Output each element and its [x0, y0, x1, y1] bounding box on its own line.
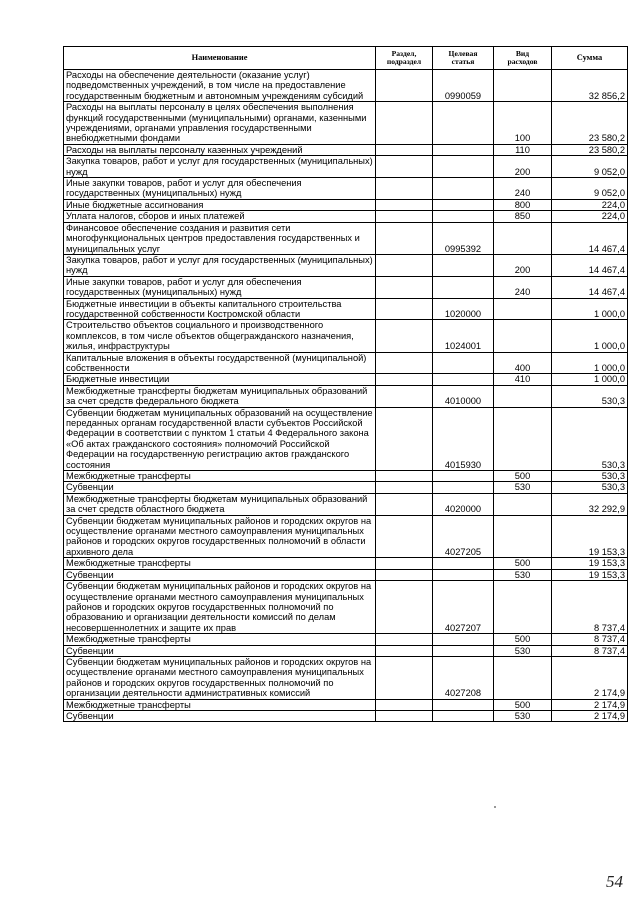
row-section-cell [376, 70, 433, 102]
header-type [494, 47, 552, 70]
table-row [64, 156, 628, 178]
row-section-cell [376, 656, 433, 699]
row-target-cell [433, 352, 494, 374]
row-name-cell: Межбюджетные трансферты бюджетам муниципальных образований за счет средств федерального бюджета [64, 385, 376, 407]
table-row [64, 471, 628, 482]
row-type-cell: 530 [494, 569, 552, 580]
row-name-cell: Расходы на выплаты персоналу в целях обеспечения выполнения функций государственными (муниципальными) органами, казенными учреждениями, органами управления государственными внебюджетными фондами [64, 102, 376, 145]
row-name-cell: Иные закупки товаров, работ и услуг для обеспечения государственных (муниципальных) нужд [64, 276, 376, 298]
row-amount-cell: 14 467,4 [552, 254, 628, 276]
row-type-cell: 200 [494, 156, 552, 178]
table-row [64, 581, 628, 634]
row-section-cell [376, 320, 433, 352]
table-row [64, 645, 628, 656]
row-type-cell: 410 [494, 374, 552, 385]
row-target-cell [433, 645, 494, 656]
row-target-cell: 4015930 [433, 407, 494, 470]
row-target-cell: 4027207 [433, 581, 494, 634]
row-section-cell [376, 144, 433, 155]
row-type-cell: 530 [494, 710, 552, 721]
row-section-cell [376, 178, 433, 200]
table-row [64, 558, 628, 569]
row-name-cell: Расходы на обеспечение деятельности (оказание услуг) подведомственных учреждений, в том числе на предоставление государственным бюджетным и автономным учреждениям субсидий [64, 70, 376, 102]
row-section-cell [376, 352, 433, 374]
scan-speck [494, 806, 496, 808]
header-type-line2: расходов [507, 57, 538, 66]
row-name-cell: Иные закупки товаров, работ и услуг для обеспечения государственных (муниципальных) нужд [64, 178, 376, 200]
table-row [64, 298, 628, 320]
table-row [64, 211, 628, 222]
row-name-cell: Межбюджетные трансферты [64, 471, 376, 482]
row-amount-cell: 530,3 [552, 482, 628, 493]
table-row [64, 493, 628, 515]
row-section-cell [376, 407, 433, 470]
row-section-cell [376, 199, 433, 210]
row-amount-cell: 23 580,2 [552, 144, 628, 155]
row-amount-cell: 1 000,0 [552, 352, 628, 374]
row-amount-cell: 1 000,0 [552, 374, 628, 385]
row-amount-cell: 530,3 [552, 471, 628, 482]
table-row [64, 178, 628, 200]
table-row [64, 482, 628, 493]
row-target-cell: 4027205 [433, 515, 494, 558]
row-section-cell [376, 569, 433, 580]
table-row [64, 199, 628, 210]
row-type-cell [494, 407, 552, 470]
row-section-cell [376, 374, 433, 385]
header-row [64, 47, 628, 70]
row-amount-cell: 530,3 [552, 407, 628, 470]
row-amount-cell: 9 052,0 [552, 178, 628, 200]
header-section [376, 47, 433, 70]
row-name-cell: Субвенции бюджетам муниципальных образований на осуществление переданных органам государственной власти субъектов Российской Федерации в соответствии с пунктом 1 статьи 4 Федерального закона «Об актах гражданского состояния» полномочий Российской Федерации на государственную регистрацию актов гражданского состояния [64, 407, 376, 470]
row-target-cell [433, 374, 494, 385]
row-target-cell: 1020000 [433, 298, 494, 320]
row-section-cell [376, 156, 433, 178]
row-section-cell [376, 482, 433, 493]
header-target-line1: Целевая [448, 48, 478, 58]
row-target-cell: 0995392 [433, 222, 494, 254]
row-section-cell [376, 634, 433, 645]
row-name-cell: Субвенции бюджетам муниципальных районов и городских округов на осуществление органами местного самоуправления муниципальных районов и городских округов государственных полномочий по образованию и организации деятельности комиссий по делам несовершеннолетних и защите их прав [64, 581, 376, 634]
header-section-line1: Раздел, [391, 48, 417, 58]
row-name-cell: Субвенции [64, 710, 376, 721]
row-type-cell [494, 320, 552, 352]
row-name-cell: Строительство объектов социального и производственного комплексов, в том числе объектов общегражданского назначения, жилья, инфраструктуры [64, 320, 376, 352]
row-target-cell [433, 634, 494, 645]
row-target-cell [433, 199, 494, 210]
row-type-cell: 500 [494, 471, 552, 482]
row-amount-cell: 2 174,9 [552, 656, 628, 699]
row-type-cell [494, 493, 552, 515]
table-row [64, 222, 628, 254]
row-section-cell [376, 276, 433, 298]
row-target-cell [433, 569, 494, 580]
row-section-cell [376, 558, 433, 569]
row-target-cell [433, 482, 494, 493]
row-name-cell: Бюджетные инвестиции в объекты капитального строительства государственной собственности Костромской области [64, 298, 376, 320]
table-row [64, 699, 628, 710]
table-row [64, 656, 628, 699]
table-row [64, 320, 628, 352]
header-type-line1: Вид [515, 48, 530, 58]
row-type-cell [494, 656, 552, 699]
row-amount-cell: 14 467,4 [552, 276, 628, 298]
row-target-cell [433, 558, 494, 569]
row-section-cell [376, 710, 433, 721]
row-amount-cell: 19 153,3 [552, 558, 628, 569]
table-row [64, 374, 628, 385]
row-type-cell: 240 [494, 276, 552, 298]
row-target-cell: 0990059 [433, 70, 494, 102]
row-name-cell: Закупка товаров, работ и услуг для государственных (муниципальных) нужд [64, 254, 376, 276]
row-name-cell: Субвенции [64, 482, 376, 493]
row-amount-cell: 1 000,0 [552, 298, 628, 320]
row-amount-cell: 2 174,9 [552, 710, 628, 721]
table-row [64, 710, 628, 721]
header-section-line2: подраздел [386, 57, 422, 66]
row-target-cell [433, 276, 494, 298]
row-target-cell: 4010000 [433, 385, 494, 407]
row-target-cell [433, 102, 494, 145]
row-type-cell: 500 [494, 699, 552, 710]
header-name: Наименование [64, 47, 376, 70]
row-section-cell [376, 298, 433, 320]
header-amount: Сумма [552, 47, 628, 70]
header-target [433, 47, 494, 70]
row-type-cell [494, 581, 552, 634]
row-section-cell [376, 385, 433, 407]
table-row [64, 634, 628, 645]
page-number: 54 [606, 872, 623, 891]
table-row [64, 385, 628, 407]
table-row [64, 254, 628, 276]
row-type-cell: 110 [494, 144, 552, 155]
row-name-cell: Межбюджетные трансферты [64, 634, 376, 645]
row-name-cell: Иные бюджетные ассигнования [64, 199, 376, 210]
row-amount-cell: 224,0 [552, 211, 628, 222]
table-body [64, 70, 628, 722]
row-amount-cell: 9 052,0 [552, 156, 628, 178]
table-row [64, 144, 628, 155]
row-section-cell [376, 581, 433, 634]
row-type-cell: 500 [494, 558, 552, 569]
row-target-cell [433, 144, 494, 155]
row-type-cell [494, 70, 552, 102]
row-type-cell [494, 222, 552, 254]
row-name-cell: Межбюджетные трансферты бюджетам муниципальных образований за счет средств областного бюджета [64, 493, 376, 515]
row-name-cell: Субвенции [64, 569, 376, 580]
row-target-cell [433, 178, 494, 200]
row-target-cell [433, 699, 494, 710]
row-amount-cell: 8 737,4 [552, 634, 628, 645]
row-amount-cell: 2 174,9 [552, 699, 628, 710]
row-type-cell: 500 [494, 634, 552, 645]
row-name-cell: Межбюджетные трансферты [64, 558, 376, 569]
row-name-cell: Закупка товаров, работ и услуг для государственных (муниципальных) нужд [64, 156, 376, 178]
table-row [64, 569, 628, 580]
row-target-cell [433, 471, 494, 482]
row-name-cell: Бюджетные инвестиции [64, 374, 376, 385]
row-section-cell [376, 493, 433, 515]
row-name-cell: Субвенции [64, 645, 376, 656]
header-target-line2: статья [451, 57, 475, 66]
row-target-cell: 4027208 [433, 656, 494, 699]
row-section-cell [376, 699, 433, 710]
row-section-cell [376, 254, 433, 276]
row-type-cell: 240 [494, 178, 552, 200]
row-name-cell: Субвенции бюджетам муниципальных районов и городских округов на осуществление органами местного самоуправления муниципальных районов и городских округов государственных полномочий в области архивного дела [64, 515, 376, 558]
row-type-cell [494, 515, 552, 558]
row-amount-cell: 8 737,4 [552, 581, 628, 634]
row-name-cell: Финансовое обеспечение создания и развития сети многофункциональных центров предоставления государственных и муниципальных услуг [64, 222, 376, 254]
row-type-cell: 530 [494, 645, 552, 656]
row-target-cell [433, 710, 494, 721]
row-amount-cell: 14 467,4 [552, 222, 628, 254]
budget-table [63, 46, 628, 722]
table-row [64, 407, 628, 470]
table-row [64, 352, 628, 374]
row-type-cell: 200 [494, 254, 552, 276]
row-amount-cell: 19 153,3 [552, 515, 628, 558]
table-row [64, 276, 628, 298]
row-type-cell: 400 [494, 352, 552, 374]
row-section-cell [376, 211, 433, 222]
row-amount-cell: 32 292,9 [552, 493, 628, 515]
row-name-cell: Капитальные вложения в объекты государственной (муниципальной) собственности [64, 352, 376, 374]
row-target-cell [433, 211, 494, 222]
row-amount-cell: 23 580,2 [552, 102, 628, 145]
row-target-cell [433, 156, 494, 178]
row-section-cell [376, 222, 433, 254]
row-type-cell [494, 298, 552, 320]
row-type-cell: 850 [494, 211, 552, 222]
table-row [64, 515, 628, 558]
row-name-cell: Уплата налогов, сборов и иных платежей [64, 211, 376, 222]
row-target-cell [433, 254, 494, 276]
row-name-cell: Расходы на выплаты персоналу казенных учреждений [64, 144, 376, 155]
row-amount-cell: 19 153,3 [552, 569, 628, 580]
row-type-cell: 530 [494, 482, 552, 493]
row-amount-cell: 224,0 [552, 199, 628, 210]
row-section-cell [376, 471, 433, 482]
table-row [64, 70, 628, 102]
row-type-cell: 800 [494, 199, 552, 210]
row-target-cell: 4020000 [433, 493, 494, 515]
row-amount-cell: 530,3 [552, 385, 628, 407]
row-section-cell [376, 102, 433, 145]
row-type-cell: 100 [494, 102, 552, 145]
row-amount-cell: 32 856,2 [552, 70, 628, 102]
row-type-cell [494, 385, 552, 407]
row-section-cell [376, 645, 433, 656]
row-amount-cell: 8 737,4 [552, 645, 628, 656]
row-amount-cell: 1 000,0 [552, 320, 628, 352]
table-row [64, 102, 628, 145]
row-name-cell: Межбюджетные трансферты [64, 699, 376, 710]
row-name-cell: Субвенции бюджетам муниципальных районов и городских округов на осуществление органами местного самоуправления муниципальных районов и городских округов государственных полномочий по организации деятельности административных комиссий [64, 656, 376, 699]
row-target-cell: 1024001 [433, 320, 494, 352]
row-section-cell [376, 515, 433, 558]
